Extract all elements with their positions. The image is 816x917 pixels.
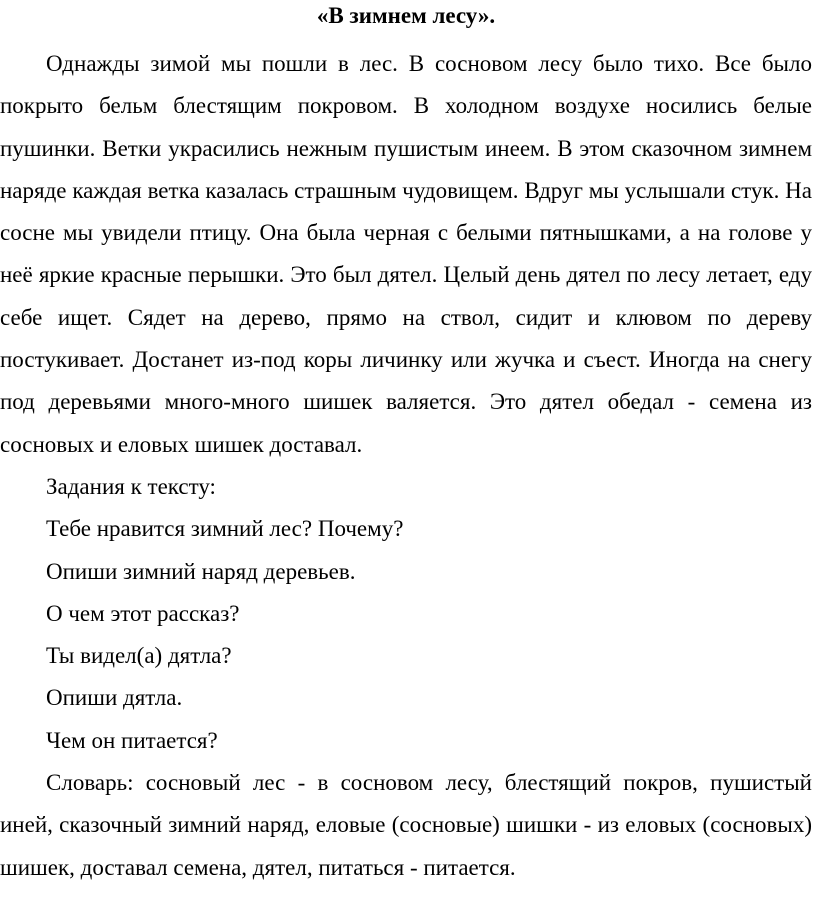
task-item: Чем он питается? xyxy=(46,727,218,753)
task-item: Тебе нравится зимний лес? Почему? xyxy=(46,516,404,542)
task-item: Опиши зимний наряд деревьев. xyxy=(46,558,356,584)
document-title: «В зимнем лесу». xyxy=(316,3,496,28)
task-item: О чем этот рассказ? xyxy=(46,600,240,626)
tasks-heading: Задания к тексту: xyxy=(46,473,216,499)
story-paragraph: Однажды зимой мы пошли в лес. В сосновом лесу было тихо. Все было покрыто бельм блестящим покровом. В холодном воздухе носились белые пушинки. Ветки украсились нежным пушистым инеем. В этом сказочном зимнем наряде каждая ветка казалась страшным чудовищем. Вдруг мы услышали стук. На сосне мы увидели птицу. Она была черная с белыми пятнышками, а на голове у неё яркие красные перышки. Это был дятел. Целый день дятел по лесу летает, еду себе ищет. Сядет на дерево, прямо на ствол, сидит и клювом по дереву постукивает. Достанет из-под коры личинку или жучка и съест. Иногда на снегу под деревьями много-много шишек валяется. Это дятел обедал - семена из сосновых и еловых шишек доставал. xyxy=(0,51,812,457)
task-item: Опиши дятла. xyxy=(46,685,183,711)
vocabulary-paragraph: Словарь: сосновый лес - в сосновом лесу, блестящий покров, пушистый иней, сказочный зимний наряд, еловые (сосновые) шишки - из еловых (сосновых) шишек, доставал семена, дятел, питаться - питается. xyxy=(0,770,812,880)
task-item: Ты видел(а) дятла? xyxy=(46,643,232,669)
